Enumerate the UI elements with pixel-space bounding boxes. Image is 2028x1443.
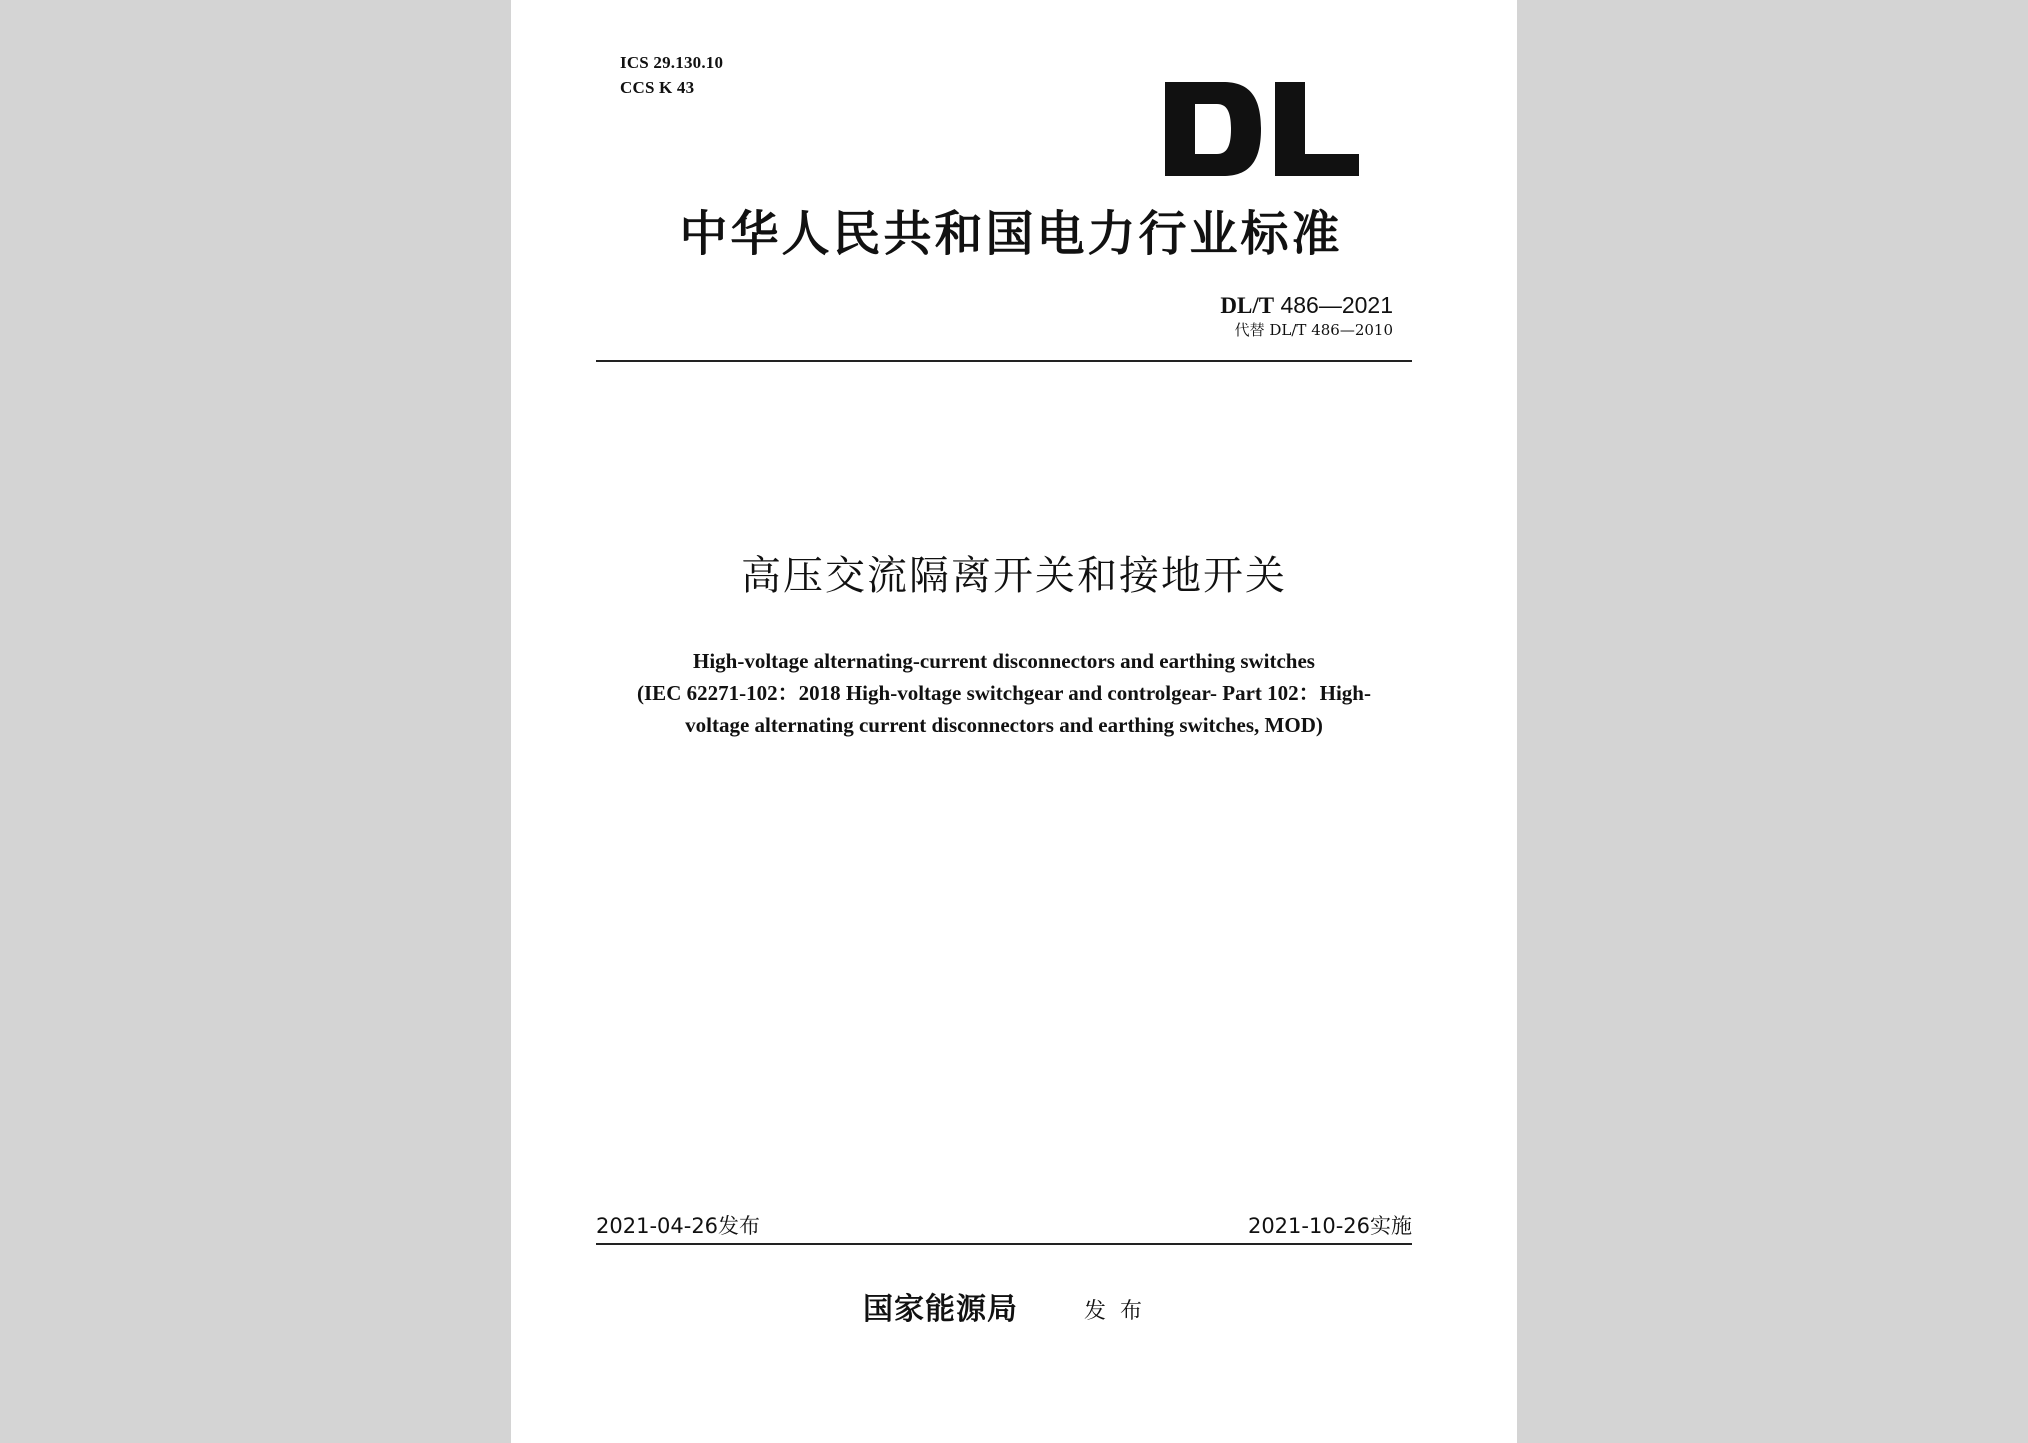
ccs-code: CCS K 43 (620, 78, 695, 97)
title-en-line: (IEC 62271-102：2018 High-voltage switchgear and controlgear- Part 102：High- (637, 681, 1371, 705)
standard-number-prefix: DL/T (1220, 293, 1275, 318)
header-divider (596, 360, 1412, 362)
footer-divider (596, 1243, 1412, 1245)
issue-date: 2021-04-26发布 (596, 1214, 761, 1238)
publisher-name: 国家能源局 (863, 1292, 1018, 1327)
title-en-line: voltage alternating current disconnectors and earthing switches, MOD) (685, 713, 1323, 737)
replaces-standard: 代替 DL/T 486—2010 (1234, 321, 1393, 339)
standard-number (1220, 291, 1393, 320)
publish-label: 发布 (1084, 1299, 1157, 1324)
ics-code: ICS 29.130.10 (620, 53, 724, 72)
standard-category-title: 中华人民共和国电力行业标准 (679, 206, 1343, 262)
standard-number-value: 486—2021 (1280, 292, 1393, 318)
document-title-chinese: 高压交流隔离开关和接地开关 (741, 553, 1287, 599)
dl-logo-icon (1165, 82, 1359, 176)
title-en-line: High-voltage alternating-current disconnectors and earthing switches (693, 649, 1315, 673)
document-page (511, 0, 1517, 1443)
document-title-english (596, 645, 1412, 741)
implementation-date: 2021-10-26实施 (1247, 1214, 1412, 1238)
